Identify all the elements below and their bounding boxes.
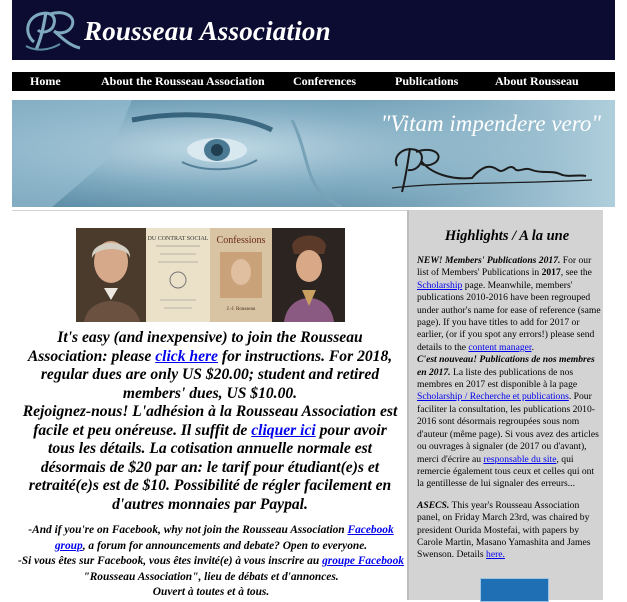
- highlights-sidebar: [407, 210, 605, 600]
- book-confessions-image: [210, 228, 272, 322]
- groupe-facebook-link[interactable]: groupe Facebook: [322, 555, 405, 567]
- highlight-fr-text-2: . Pour faciliter la consultation, les publications 2010-2016 sont désormais regroupées sous nom d'auteur (même page). Si vous avez des articles ou ouvrages à signaler (de 2017 ou d'avant), merci d'écrire au: [417, 391, 599, 465]
- facebook-en-text-2: , a forum for announcements and debate? Open to everyone.: [82, 539, 368, 552]
- facebook-fr-text: -Si vous êtes sur Facebook, vous êtes invité(e) à vous inscrire au: [18, 555, 323, 567]
- nav-about-rousseau[interactable]: About Rousseau: [495, 74, 579, 88]
- book2-title-text: Confessions: [216, 235, 266, 246]
- banner: [12, 100, 615, 207]
- book2-author-text: J.-J. Rousseau: [226, 307, 256, 312]
- nav-conferences[interactable]: Conferences: [293, 74, 357, 88]
- highlight-members-publications-en: [417, 255, 603, 354]
- book1-title-text: DU CONTRAT SOCIAL: [147, 236, 209, 242]
- responsable-du-site-link[interactable]: responsable du site: [483, 453, 557, 465]
- cliquer-ici-link[interactable]: cliquer ici: [251, 421, 316, 439]
- facebook-group-link[interactable]: Facebook group: [54, 524, 394, 552]
- highlight-fr-text: La liste des publications de nos membres en 2017 est disponible à la page: [417, 366, 578, 391]
- logo-monogram-icon[interactable]: [20, 4, 84, 56]
- site-header: [12, 0, 615, 60]
- membership-en: [22, 329, 398, 403]
- highlight-en-text-3: page. Meanwhile, members' publications 2010-2016 have been regrouped under author's name for ease of reference (same page). If you have titles to add for 2017 or earlier, (or if you spot any errors!) please send details to the: [417, 279, 601, 353]
- facebook-fr-text-2: "Rousseau Association", lieu de débats et d'annonces.: [83, 570, 339, 583]
- highlight-en-heading: NEW! Members' Publications 2017.: [417, 255, 561, 266]
- membership-en-text-2: for instructions. For 2018, regular dues are only US $20.00; student and retired members' dues, US $10.00.: [40, 347, 393, 402]
- rousseau-images-strip: [76, 228, 345, 322]
- membership-info: [22, 329, 398, 514]
- portrait-rousseau-image: [76, 228, 146, 322]
- click-here-link[interactable]: click here: [155, 347, 218, 365]
- book-contrat-social-image: [146, 228, 210, 322]
- membership-fr-text: Rejoignez-nous! L'adhésion à la Rousseau Association est facile et peu onéreuse. Il suffit de: [22, 403, 398, 439]
- highlight-en-text: For our list of Members' Publications in: [417, 255, 592, 279]
- scholarship-link[interactable]: Scholarship: [417, 279, 463, 291]
- asecs-flyer-thumbnail[interactable]: [480, 578, 549, 602]
- right-margin: [603, 210, 615, 600]
- site-title: Rousseau Association: [84, 16, 331, 46]
- scholarship-recherche-link[interactable]: Scholarship / Recherche et publications: [417, 391, 569, 403]
- highlight-fr-heading: C'est nouveau! Publications de nos membres en 2017.: [417, 354, 595, 378]
- highlight-members-publications-fr: [417, 354, 603, 490]
- main-content: [12, 210, 407, 601]
- main-nav: [12, 72, 615, 91]
- highlights-body: [417, 255, 603, 571]
- highlight-en-year: 2017: [541, 267, 561, 279]
- membership-fr: [22, 403, 398, 514]
- facebook-fr: [18, 554, 404, 585]
- highlight-en-text-2: , see the: [560, 267, 592, 279]
- highlight-en-text-4: .: [531, 341, 534, 353]
- content-manager-link[interactable]: content manager: [468, 341, 532, 353]
- facebook-info: [18, 523, 404, 601]
- membership-fr-text-2: pour avoir tous les détails. La cotisation annuelle normale est désormais de $20 par an: le tarif pour étudiant(e)s et retraité(e)s est de $10. Possibilité de régler facilement en d'autres monnaies par Paypal.: [28, 421, 392, 513]
- highlight-asecs-text: This year's Rousseau Association panel, on Friday March 23rd, was chaired by president Ourida Mostefai, with papers by Carole Martin, Masano Yamashita and James Swenson. Details: [417, 499, 591, 561]
- nav-about-association[interactable]: About the Rousseau Association: [101, 74, 265, 88]
- facebook-fr-open: Ouvert à toutes et à tous.: [152, 586, 270, 598]
- membership-en-text: It's easy (and inexpensive) to join the Rousseau Association: please: [27, 329, 363, 365]
- nav-publications[interactable]: Publications: [395, 74, 459, 88]
- asecs-details-link[interactable]: here.: [486, 549, 505, 561]
- highlight-fr-text-3: , qui remercie également tous ceux et celles qui ont la gentillesse de lui signaler des erreurs...: [417, 453, 595, 490]
- nav-home[interactable]: Home: [30, 74, 61, 88]
- facebook-en-text: -And if you're on Facebook, why not join the Rousseau Association: [28, 524, 348, 536]
- highlights-title: Highlights / A la une: [444, 228, 570, 244]
- highlight-asecs-heading: ASECS.: [417, 499, 450, 511]
- facebook-en: [18, 523, 404, 554]
- portrait-armenian-costume-image: [272, 228, 345, 322]
- highlight-asecs: [417, 500, 603, 562]
- banner-motto: "Vitam impendere vero": [380, 111, 601, 136]
